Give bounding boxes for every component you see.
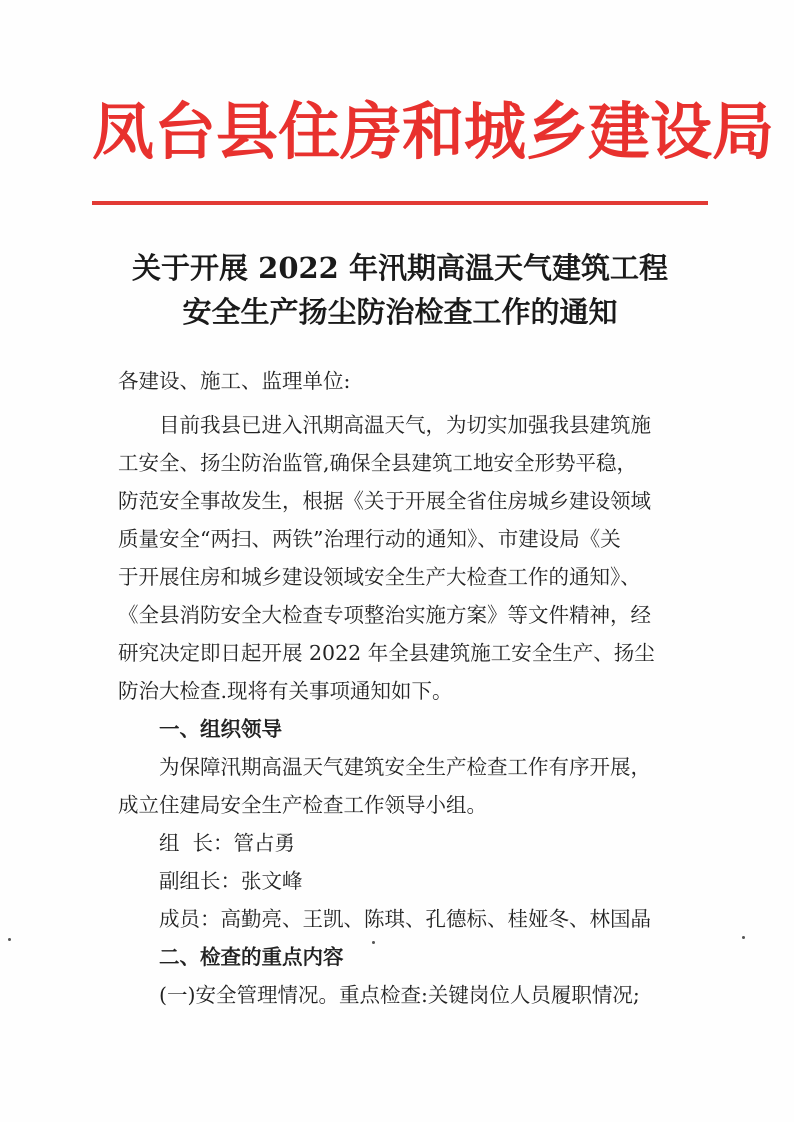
notice-body	[118, 362, 688, 1014]
scan-speck	[8, 938, 11, 941]
group-leader: 组 长：管占勇	[159, 831, 296, 855]
scan-speck	[742, 936, 745, 939]
intro-line: 于开展住房和城乡建设领域安全生产大检查工作的通知》、	[118, 565, 641, 589]
intro-line: 质量安全“两扫、两铁”治理行动的通知》、市建设局《关	[118, 527, 621, 551]
intro-line: 工安全、扬尘防治监管,确保全县建筑工地安全形势平稳，	[118, 451, 638, 475]
scan-speck	[372, 941, 375, 944]
deputy-leader: 副组长：张文峰	[159, 869, 303, 893]
agency-letterhead: 凤台县住房和城乡建设局	[92, 95, 775, 168]
section-heading-inspection: 二、检查的重点内容	[159, 945, 344, 969]
section1-line: 为保障汛期高温天气建筑安全生产检查工作有序开展，	[159, 755, 651, 779]
intro-line: 研究决定即日起开展 2022 年全县建筑施工安全生产、扬尘	[118, 641, 655, 665]
title-line-1: 关于开展 2022 年汛期高温天气建筑工程	[132, 251, 668, 285]
group-members: 成员：高勤亮、王凯、陈琪、孔德标、桂娅冬、林国晶	[159, 907, 651, 931]
red-divider-line	[92, 201, 708, 205]
intro-line: 防范安全事故发生，根据《关于开展全省住房城乡建设领域	[118, 489, 651, 513]
inspection-item-1: (一)安全管理情况。重点检查:关键岗位人员履职情况;	[159, 983, 640, 1007]
addressee: 各建设、施工、监理单位:	[118, 369, 351, 393]
section1-line: 成立住建局安全生产检查工作领导小组。	[118, 793, 487, 817]
section-heading-organization: 一、组织领导	[159, 717, 282, 741]
intro-line: 《全县消防安全大检查专项整治实施方案》等文件精神，经	[118, 603, 651, 627]
intro-line: 防治大检查.现将有关事项通知如下。	[118, 679, 453, 703]
notice-title	[100, 246, 700, 334]
title-line-2: 安全生产扬尘防治检查工作的通知	[182, 295, 618, 329]
intro-line: 目前我县已进入汛期高温天气，为切实加强我县建筑施	[159, 413, 651, 437]
